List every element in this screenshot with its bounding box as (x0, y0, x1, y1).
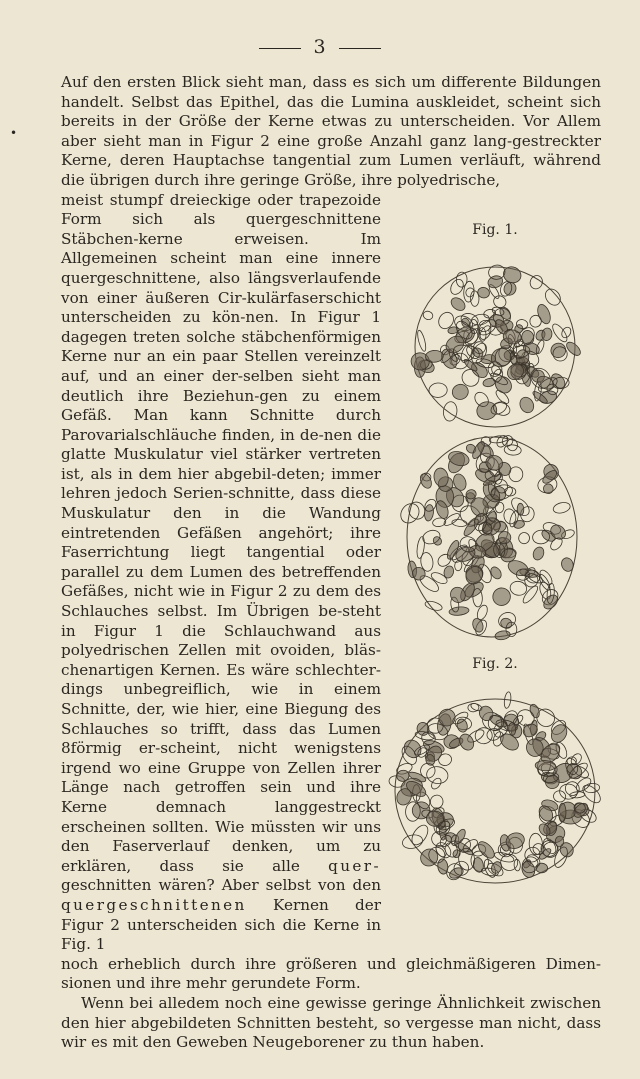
page-number-dash-right (339, 48, 381, 49)
paragraph-2-text: Wenn bei alledem noch eine gewisse geringe Ähnlichkeit zwischen den hier abgebildeten Schnitten besteht, so vergesse man nicht, dass wir es mit den Geweben Neugeborener zu thun haben. (61, 993, 601, 1052)
figure-1-upper-cell (482, 377, 496, 388)
figure-1-lower-cell (504, 444, 522, 456)
figure-2-label: Fig. 2. (472, 656, 518, 672)
spaced-word-quergeschnittenen: quergeschnittenen (61, 895, 247, 914)
figure-1-upper-cell (548, 341, 568, 361)
figure-1-illustration (380, 242, 610, 652)
figure-1-upper-cell (429, 382, 448, 398)
figure-2-illustration (380, 676, 610, 906)
figure-1-upper-cell (416, 330, 427, 352)
paragraph-1-tail-text: noch erheblich durch ihre größeren und gleichmäßigeren Dimen-sionen und ihre mehr gerundete Form. (61, 954, 601, 993)
figure-2-ring-cell (456, 718, 469, 733)
figure-2-ring-cell (548, 722, 570, 745)
figure-1-lower-cell (424, 599, 443, 612)
figure-1-upper-cell (535, 303, 553, 326)
paragraph-1-narrow-3: Kernen der Figur 2 unterscheiden sich die Kerne in Fig. 1 (61, 895, 381, 954)
figure-2-ring-cell (414, 730, 434, 741)
margin-mark: • (10, 126, 18, 140)
figure-1-lower-cell (418, 472, 434, 490)
figure-2 (380, 656, 610, 906)
figure-2-ring-cell (558, 803, 566, 822)
page-number-dash-left (259, 48, 301, 49)
figure-1-upper-cell (517, 395, 536, 415)
figure-1-upper-cell (442, 401, 458, 422)
figure-1-upper-cell (560, 326, 573, 340)
figure-1-lower-cell (518, 532, 531, 545)
figure-2-ring-cell (457, 732, 477, 753)
figure-1-lower-cell (494, 630, 510, 641)
figure-2-ring-cell (580, 782, 604, 806)
paragraph-1 (61, 73, 601, 191)
figure-1-lower-cell (416, 536, 426, 559)
page-number (0, 36, 640, 58)
figure-2-ring-cell (430, 794, 444, 809)
figure-1-lower-cell (531, 545, 546, 561)
spaced-word-quer: quer- (328, 856, 381, 875)
figure-1-label: Fig. 1. (472, 222, 518, 238)
figure-1-lower-cell (552, 501, 571, 515)
figure-1-upper-cell (528, 274, 544, 291)
paragraph-1-tail (61, 955, 601, 994)
figure-1-lower-cell (471, 617, 485, 634)
figure-2-ring-cell (468, 703, 479, 712)
figure-1-lower-cell (424, 504, 435, 521)
figure-1-upper-cell (550, 322, 569, 344)
figure-1-lower-cell (560, 556, 576, 573)
page-number-text: 3 (313, 36, 327, 58)
narrow-column (61, 191, 381, 955)
paragraph-1-full-width: Auf den ersten Blick sieht man, dass es sich um differente Bildungen handelt. Selbst das Epithel, das die Lumina auskleidet, scheint sich bereits in der Größe der Kerne etwas zu unterscheiden. Vor Allem aber sieht man in Figur 2 eine große Anzahl ganz lang-gestreckter Kerne, deren Hauptachse tangential zum Lumen verläuft, während die übrigen durch ihre geringe Größe, ihre polyedrische, (61, 73, 601, 189)
figure-2-ring-cell (472, 857, 484, 873)
figure-1-upper-cell (470, 291, 479, 307)
figure-1-upper-cell (542, 286, 563, 308)
figure-2-ring-cell (425, 765, 449, 785)
figure-1 (380, 222, 610, 652)
paragraph-2 (61, 994, 601, 1053)
paragraph-1-narrow: meist stumpf dreieckige oder trapezoide Form sich als quergeschnittene Stäbchen-kerne erweisen. Im Allgemeinen scheint man eine innere quergeschnittene, also längsverlaufende von einer äußeren Cir-kulärfaserschicht unterscheiden zu kön-nen. In Figur 1 dagegen treten solche stäbchenförmigen Kerne nur an ein paar Stellen vereinzelt auf, und an einer der-selben sieht man deutlich ihre Beziehun-gen zu einem Gefäß. Man kann Schnitte durch Parovarialschläuche finden, in de-nen die glatte Muskulatur viel stärker vertreten ist, als in dem hier abgebil-deten; immer lehren jedoch Serien-schnitte, dass diese Muskulatur den in die Wandung eintretenden Gefäßen angehört; ihre Faserrichtung liegt tangential oder parallel zu dem Lumen des betreffenden Gefäßes, nicht wie in Figur 2 zu dem des Schlauches selbst. Im Übrigen be-steht in Figur 1 die Schlauchwand aus polyedrischen Zellen mit ovoiden, bläs-chenartigen Kernen. Es wäre schlechter-dings unbegreiflich, wie in einem Schnitte, der, wie hier, eine Biegung des Schlauches so trifft, dass das Lumen 8förmig er-scheint, nicht wenigstens irgend wo eine Gruppe von Zellen ihrer Länge nach getroffen sein und ihre Kerne demnach langgestreckt erscheinen sollten. Wie müssten wir uns den Faserverlauf denken, um zu erklären, dass sie alle (61, 190, 381, 875)
paragraph-1-narrow-2: geschnitten wären? Aber selbst von den (61, 876, 381, 895)
figure-1-lower-cell (541, 592, 560, 611)
figure-1-lower-cell (542, 482, 555, 495)
figure-1-upper-cell (475, 400, 498, 422)
